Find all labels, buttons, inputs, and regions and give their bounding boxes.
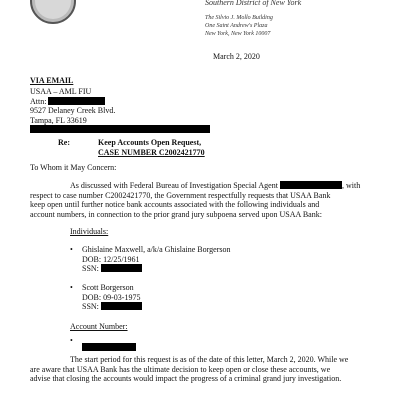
bullet-icon: • bbox=[70, 336, 73, 345]
seal-emblem bbox=[30, 0, 76, 24]
attn-label: Attn: bbox=[30, 96, 47, 106]
individual-name: Scott Borgerson bbox=[82, 283, 134, 292]
individual-ssn bbox=[82, 264, 231, 274]
redaction-bar bbox=[101, 264, 142, 272]
redaction-bar bbox=[48, 97, 105, 105]
letterhead-address-line: One Saint Andrew's Plaza bbox=[205, 23, 268, 29]
paragraph-line: account numbers, in connection to the prior grand jury subpoena served upon USAA Bank: bbox=[30, 209, 322, 219]
ssn-label: SSN: bbox=[82, 264, 99, 273]
letterhead-address-line: The Silvio J. Mollo Building bbox=[205, 15, 273, 21]
redaction-bar bbox=[101, 302, 142, 310]
re-block bbox=[98, 138, 205, 157]
redaction-bar bbox=[30, 125, 210, 133]
letterhead-office: Southern District of New York bbox=[205, 0, 302, 7]
re-case-number: CASE NUMBER C2002421770 bbox=[98, 147, 205, 157]
recipient-attn bbox=[30, 97, 210, 107]
via-email-heading: VIA EMAIL bbox=[30, 76, 74, 85]
salutation: To Whom it May Concern: bbox=[30, 163, 117, 172]
letterhead-address bbox=[205, 14, 273, 38]
bullet-icon: • bbox=[70, 283, 73, 292]
paragraph-line: respect to case number C2002421770, the Government respectfully requests that USAA Bank bbox=[30, 190, 331, 200]
individual-entry bbox=[82, 283, 142, 312]
ssn-label: SSN: bbox=[82, 302, 99, 311]
re-title: Keep Accounts Open Request, bbox=[98, 138, 202, 147]
recipient-street: 9527 Delaney Creek Blvd. bbox=[30, 106, 116, 115]
paragraph-line: advise that closing the accounts would impact the progress of a criminal grand jury investigation. bbox=[30, 374, 342, 384]
account-number-value bbox=[82, 337, 136, 355]
redaction-bar bbox=[280, 181, 342, 189]
letterhead-address-line: New York, New York 10007 bbox=[205, 31, 271, 37]
individual-name: Ghislaine Maxwell, a/k/a Ghislaine Borgerson bbox=[82, 245, 231, 254]
letter-date: March 2, 2020 bbox=[213, 52, 260, 61]
paragraph-line: keep open until further notice bank accounts associated with the following individuals and bbox=[30, 200, 320, 210]
paragraph-closing bbox=[30, 355, 370, 384]
individual-ssn bbox=[82, 302, 142, 312]
individual-dob: DOB: 12/25/1961 bbox=[82, 254, 140, 264]
account-number-label: Account Number: bbox=[70, 322, 128, 331]
individual-entry bbox=[82, 245, 231, 274]
individual-dob: DOB: 09-03-1975 bbox=[82, 292, 141, 302]
paragraph-line: The start period for this request is as of the date of this letter, March 2, 2020. While we bbox=[70, 355, 349, 364]
paragraph-intro bbox=[30, 181, 370, 219]
redaction-bar bbox=[82, 343, 136, 351]
recipient-block bbox=[30, 87, 210, 135]
bullet-icon: • bbox=[70, 245, 73, 254]
paragraph-text: , with bbox=[341, 181, 361, 190]
re-label: Re: bbox=[58, 138, 70, 147]
individuals-label: Individuals: bbox=[70, 227, 109, 236]
paragraph-text: As discussed with Federal Bureau of Investigation Special Agent bbox=[70, 181, 278, 190]
recipient-city: Tampa, FL 33619 bbox=[30, 115, 87, 125]
paragraph-line bbox=[30, 181, 370, 191]
paragraph-line: are aware that USAA Bank has the ultimate decision to keep open or close these accounts, we bbox=[30, 364, 331, 374]
recipient-line: USAA – AML FIU bbox=[30, 87, 92, 96]
